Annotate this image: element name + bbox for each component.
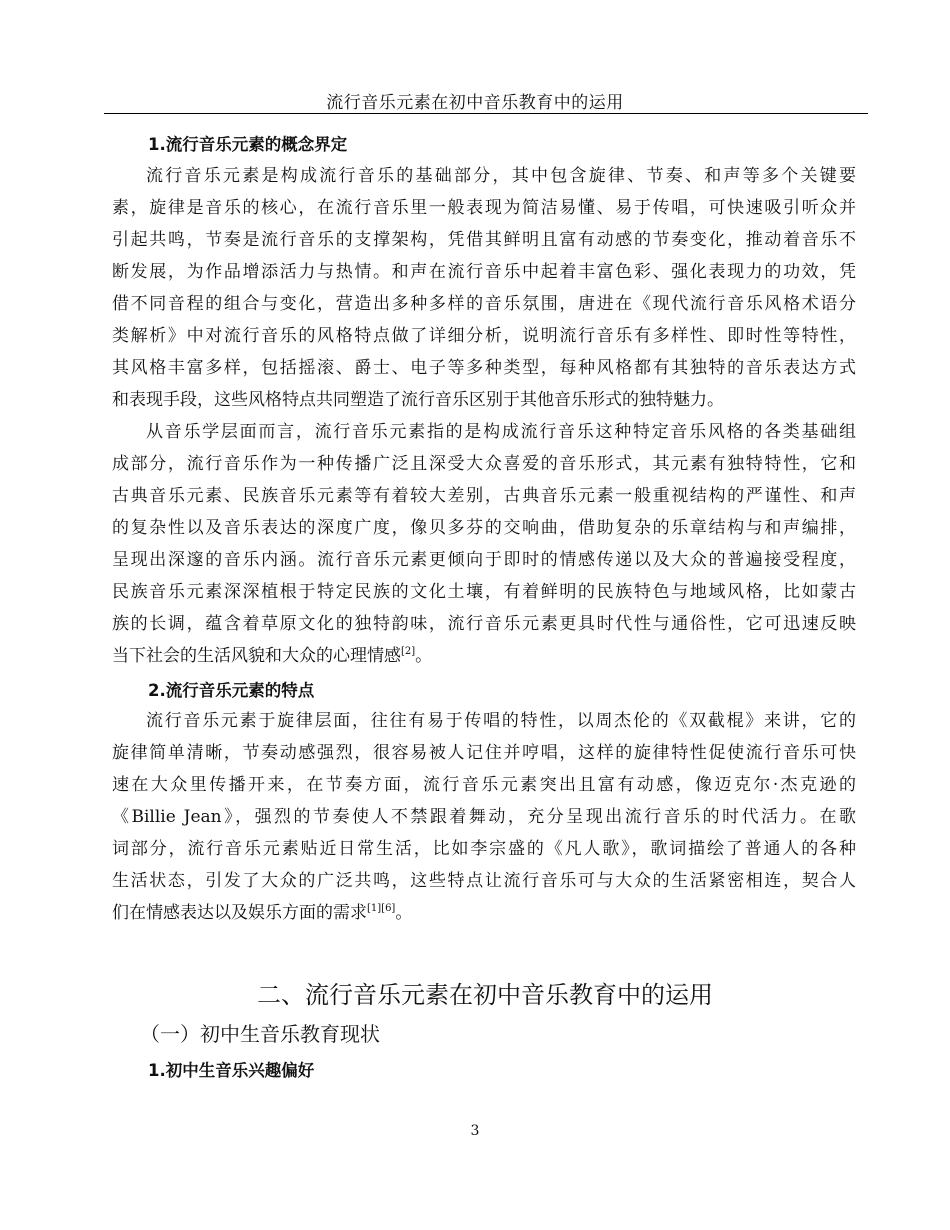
- paragraph-line: 的复杂性以及音乐表达的深度广度，像贝多芬的交响曲，借助复杂的乐章结构与和声编排，: [112, 518, 856, 538]
- citation: [1][6]: [367, 903, 396, 914]
- paragraph-line: 从音乐学层面而言，流行音乐元素指的是构成流行音乐这种特定音乐风格的各类基础组: [146, 422, 856, 442]
- paragraph-text: 当下社会的生活风貌和大众的心理情感: [112, 646, 401, 666]
- subsection-heading: 1.初中生音乐兴趣偏好: [148, 1061, 315, 1080]
- paragraph-line: 旋律简单清晰，节奏动感强烈，很容易被人记住并哼唱，这样的旋律特性促使流行音乐可快: [112, 743, 856, 763]
- subsection-heading: 2.流行音乐元素的特点: [148, 681, 315, 700]
- paragraph-line: 呈现出深邃的音乐内涵。流行音乐元素更倾向于即时的情感传递以及大众的普遍接受程度，: [112, 550, 856, 570]
- paragraph-line: 断发展，为作品增添活力与热情。和声在流行音乐中起着丰富色彩、强化表现力的功效，凭: [112, 262, 856, 282]
- paragraph-line: 成部分，流行音乐作为一种传播广泛且深受大众喜爱的音乐形式，其元素有独特特性，它和: [112, 454, 856, 474]
- paragraph-line: 和表现手段，这些风格特点共同塑造了流行音乐区别于其他音乐形式的独特魅力。: [112, 390, 724, 410]
- paragraph: [112, 160, 856, 416]
- paragraph-line: [112, 640, 856, 672]
- paragraph-line: 其风格丰富多样，包括摇滚、爵士、电子等多种类型，每种风格都有其独特的音乐表达方式: [112, 358, 856, 378]
- paragraph-line: 速在大众里传播开来，在节奏方面，流行音乐元素突出且富有动感，像迈克尔·杰克逊的: [112, 775, 856, 795]
- subsection-title: （一）初中生音乐教育现状: [140, 1022, 380, 1046]
- paragraph-line: 《Billie Jean》，强烈的节奏使人不禁跟着舞动，充分呈现出流行音乐的时代活力。在歌: [112, 807, 856, 827]
- paragraph-line: 古典音乐元素、民族音乐元素等有着较大差别，古典音乐元素一般重视结构的严谨性、和声: [112, 486, 856, 506]
- paragraph-line: 流行音乐元素于旋律层面，往往有易于传唱的特性，以周杰伦的《双截棍》来讲，它的: [146, 711, 856, 731]
- subsection-heading: 1.流行音乐元素的概念界定: [148, 135, 348, 154]
- running-header-title: 流行音乐元素在初中音乐教育中的运用: [326, 93, 624, 113]
- period: 。: [415, 646, 433, 666]
- paragraph: [112, 416, 856, 672]
- paragraph-line: 流行音乐元素是构成流行音乐的基础部分，其中包含旋律、节奏、和声等多个关键要: [146, 166, 856, 186]
- citation: [2]: [401, 646, 416, 657]
- paragraph: [112, 705, 856, 929]
- paragraph-line: 借不同音程的组合与变化，营造出多种多样的音乐氛围，唐进在《现代流行音乐风格术语分: [112, 294, 856, 314]
- period: 。: [395, 903, 413, 923]
- header-divider: [104, 113, 868, 114]
- paragraph-line: 类解析》中对流行音乐的风格特点做了详细分析，说明流行音乐有多样性、即时性等特性，: [112, 326, 856, 346]
- paragraph-line: 生活状态，引发了大众的广泛共鸣，这些特点让流行音乐可与大众的生活紧密相连，契合人: [112, 871, 856, 891]
- paragraph-line: [112, 897, 856, 929]
- paragraph-line: 引起共鸣，节奏是流行音乐的支撑架构，凭借其鲜明且富有动感的节奏变化，推动着音乐不: [112, 230, 856, 250]
- paragraph-line: 词部分，流行音乐元素贴近日常生活，比如李宗盛的《凡人歌》，歌词描绘了普通人的各种: [112, 839, 856, 859]
- section-heading: 二、流行音乐元素在初中音乐教育中的运用: [257, 981, 713, 1009]
- paragraph-line: 素，旋律是音乐的核心，在流行音乐里一般表现为简洁易懂、易于传唱，可快速吸引听众并: [112, 198, 856, 218]
- paragraph-line: 民族音乐元素深深植根于特定民族的文化土壤，有着鲜明的民族特色与地域风格，比如蒙古: [112, 582, 856, 602]
- paragraph-line: 族的长调，蕴含着草原文化的独特韵味，流行音乐元素更具时代性与通俗性，它可迅速反映: [112, 614, 856, 634]
- paragraph-text: 们在情感表达以及娱乐方面的需求: [112, 903, 367, 923]
- page-number: 3: [470, 1123, 480, 1139]
